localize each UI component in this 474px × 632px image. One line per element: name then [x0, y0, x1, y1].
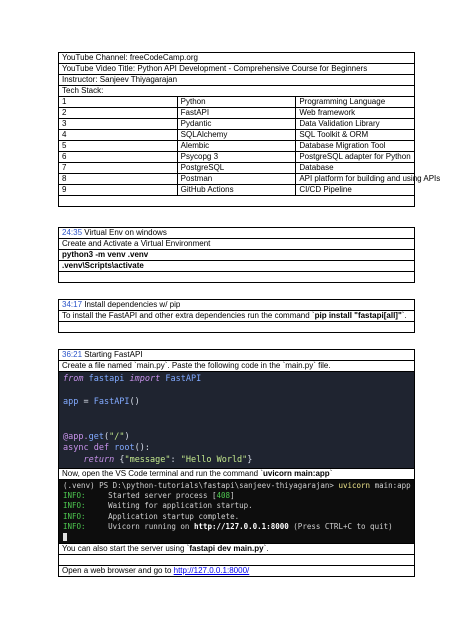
venv-activate-command: .venv\Scripts\activate [59, 261, 415, 272]
tech-row: 5 Alembic Database Migration Tool [59, 141, 415, 152]
tech-row: 2 FastAPI Web framework [59, 108, 415, 119]
course-info-table [58, 52, 441, 207]
fastapi-dev-instruction: You can also start the server using `fastapi dev main.py`. [59, 544, 415, 555]
tech-row: 3 Pydantic Data Validation Library [59, 119, 415, 130]
tech-row: 4 SQLAlchemy SQL Toolkit & ORM [59, 130, 415, 141]
timestamp-link[interactable]: 34:17 [62, 300, 83, 309]
empty-row [59, 555, 415, 566]
tech-stack-label: Tech Stack: [59, 86, 415, 97]
venv-section [58, 227, 415, 283]
localhost-link[interactable]: http://127.0.0.1:8000/ [173, 566, 250, 576]
create-file-instruction: Create a file named `main.py`. Paste the following code in the `main.py` file. [59, 361, 415, 372]
empty-row [59, 196, 415, 207]
section-heading: 24:35 Virtual Env on windows [59, 228, 415, 239]
venv-create-command: python3 -m venv .venv [59, 250, 415, 261]
channel-line: YouTube Channel: freeCodeCamp.org [59, 53, 415, 64]
instructor-line: Instructor: Sanjeev Thiyagarajan [59, 75, 415, 86]
terminal-cursor [63, 533, 67, 541]
timestamp-link[interactable]: 36:21 [62, 350, 83, 359]
deps-section [58, 299, 415, 333]
video-title-line: YouTube Video Title: Python API Development - Comprehensive Course for Beginners [59, 64, 415, 75]
venv-description: Create and Activate a Virtual Environment [59, 239, 415, 250]
tech-row: 8 Postman API platform for building and using APIs [59, 174, 415, 185]
code-block: from fastapi import FastAPI app = FastAPI() @app.get("/") async def root(): return {"message": "Hello World"} [59, 372, 414, 468]
empty-row [59, 322, 415, 333]
tech-row: 7 PostgreSQL Database [59, 163, 415, 174]
tech-row: 6 Psycopg 3 PostgreSQL adapter for Python [59, 152, 415, 163]
terminal-instruction: Now, open the VS Code terminal and run the command `uvicorn main:app` [59, 469, 415, 480]
terminal-output: (.venv) PS D:\python-tutorials\fastapi\sanjeev-thiyagarajan> uvicorn main:app INFO: Started server process [408] INFO: Waiting for application startup. INFO: Application startup complete. INFO: Uvicorn running on http://127.0.0.1:8000 (Press CTRL+C to quit) [59, 480, 414, 543]
deps-description: To install the FastAPI and other extra dependencies run the command `pip install "fastapi[all]"`. [59, 311, 415, 322]
section-heading: 34:17 Install dependencies w/ pip [59, 300, 415, 311]
timestamp-link[interactable]: 24:35 [62, 228, 83, 237]
tech-row: 1 Python Programming Language [59, 97, 415, 108]
empty-row [59, 272, 415, 283]
document-page [58, 52, 441, 577]
starting-section [58, 349, 415, 577]
tech-row: 9 GitHub Actions CI/CD Pipeline [59, 185, 415, 196]
browser-instruction: Open a web browser and go to http://127.0.0.1:8000/ [59, 566, 415, 577]
section-heading: 36:21 Starting FastAPI [59, 350, 415, 361]
